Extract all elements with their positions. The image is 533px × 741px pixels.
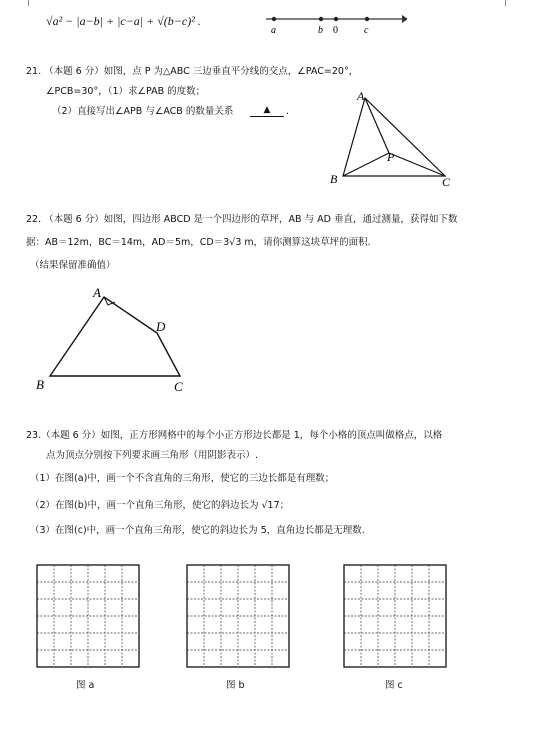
- point-0: [334, 17, 338, 21]
- label-b: b: [318, 25, 323, 36]
- math-expression: √a² − |a−b| + |c−a| + √(b−c)² .: [46, 14, 201, 28]
- q23-line3: （1）在图(a)中，画一个不含直角的三角形，使它的三边长都是有理数；: [30, 473, 335, 484]
- caption-grid-c: 图 c: [385, 680, 403, 691]
- grid-b: [186, 564, 292, 670]
- q21-line3: （2）直接写出∠APB 与∠ACB 的数量关系: [52, 106, 234, 117]
- q23-line1: 23.（本题 6 分）如图，正方形网格中的每个小正方形边长都是 1，每个小格的顶点叫做格点，以格: [26, 430, 443, 441]
- margin-mark: [28, 0, 29, 6]
- vertex-D: D: [156, 319, 166, 334]
- label-0: 0: [333, 25, 338, 36]
- grid-c: [343, 564, 449, 670]
- label-a: a: [271, 25, 276, 36]
- q21-line1: 21. （本题 6 分）如图，点 P 为△ABC 三边垂直平分线的交点，∠PAC=20°，: [26, 66, 359, 77]
- grid-a: [36, 564, 142, 670]
- vertex-B: B: [36, 377, 44, 392]
- point-b: [319, 17, 323, 21]
- caption-grid-a: 图 a: [76, 680, 95, 691]
- q22-quadrilateral-figure: [30, 283, 195, 395]
- number-line: [262, 10, 407, 36]
- margin-mark: [505, 0, 506, 6]
- vertex-C: C: [174, 379, 183, 394]
- q23-line2: 点为顶点分别按下列要求画三角形（用阴影表示）.: [46, 450, 259, 461]
- q22-line3: （结果保留准确值）: [30, 260, 116, 271]
- q23-line5: （3）在图(c)中，画一个直角三角形，使它的斜边长为 5，直角边长都是无理数.: [30, 525, 365, 536]
- q22-line1: 22. （本题 6 分）如图，四边形 ABCD 是一个四边形的草坪，AB 与 AD 垂直，通过测量，获得如下数: [26, 214, 458, 225]
- answer-blank: ▲: [250, 104, 284, 117]
- q21-triangle-figure: [325, 88, 460, 188]
- point-c: [365, 17, 369, 21]
- q22-line2: 据：AB＝12m，BC＝14m，AD＝5m，CD＝3√3 m，请你测算这块草坪的面积.: [26, 237, 371, 248]
- vertex-A: A: [93, 285, 101, 300]
- caption-grid-b: 图 b: [226, 680, 245, 691]
- q23-line4: （2）在图(b)中，画一个直角三角形，使它的斜边长为 √17；: [30, 500, 290, 511]
- period: .: [286, 106, 290, 117]
- vertex-C: C: [442, 175, 451, 188]
- vertex-B: B: [330, 172, 338, 186]
- q21-line2: ∠PCB=30°，（1）求∠PAB 的度数；: [46, 86, 206, 97]
- point-a: [272, 17, 276, 21]
- point-P: P: [387, 150, 395, 164]
- vertex-A: A: [357, 89, 365, 103]
- label-c: c: [364, 25, 369, 36]
